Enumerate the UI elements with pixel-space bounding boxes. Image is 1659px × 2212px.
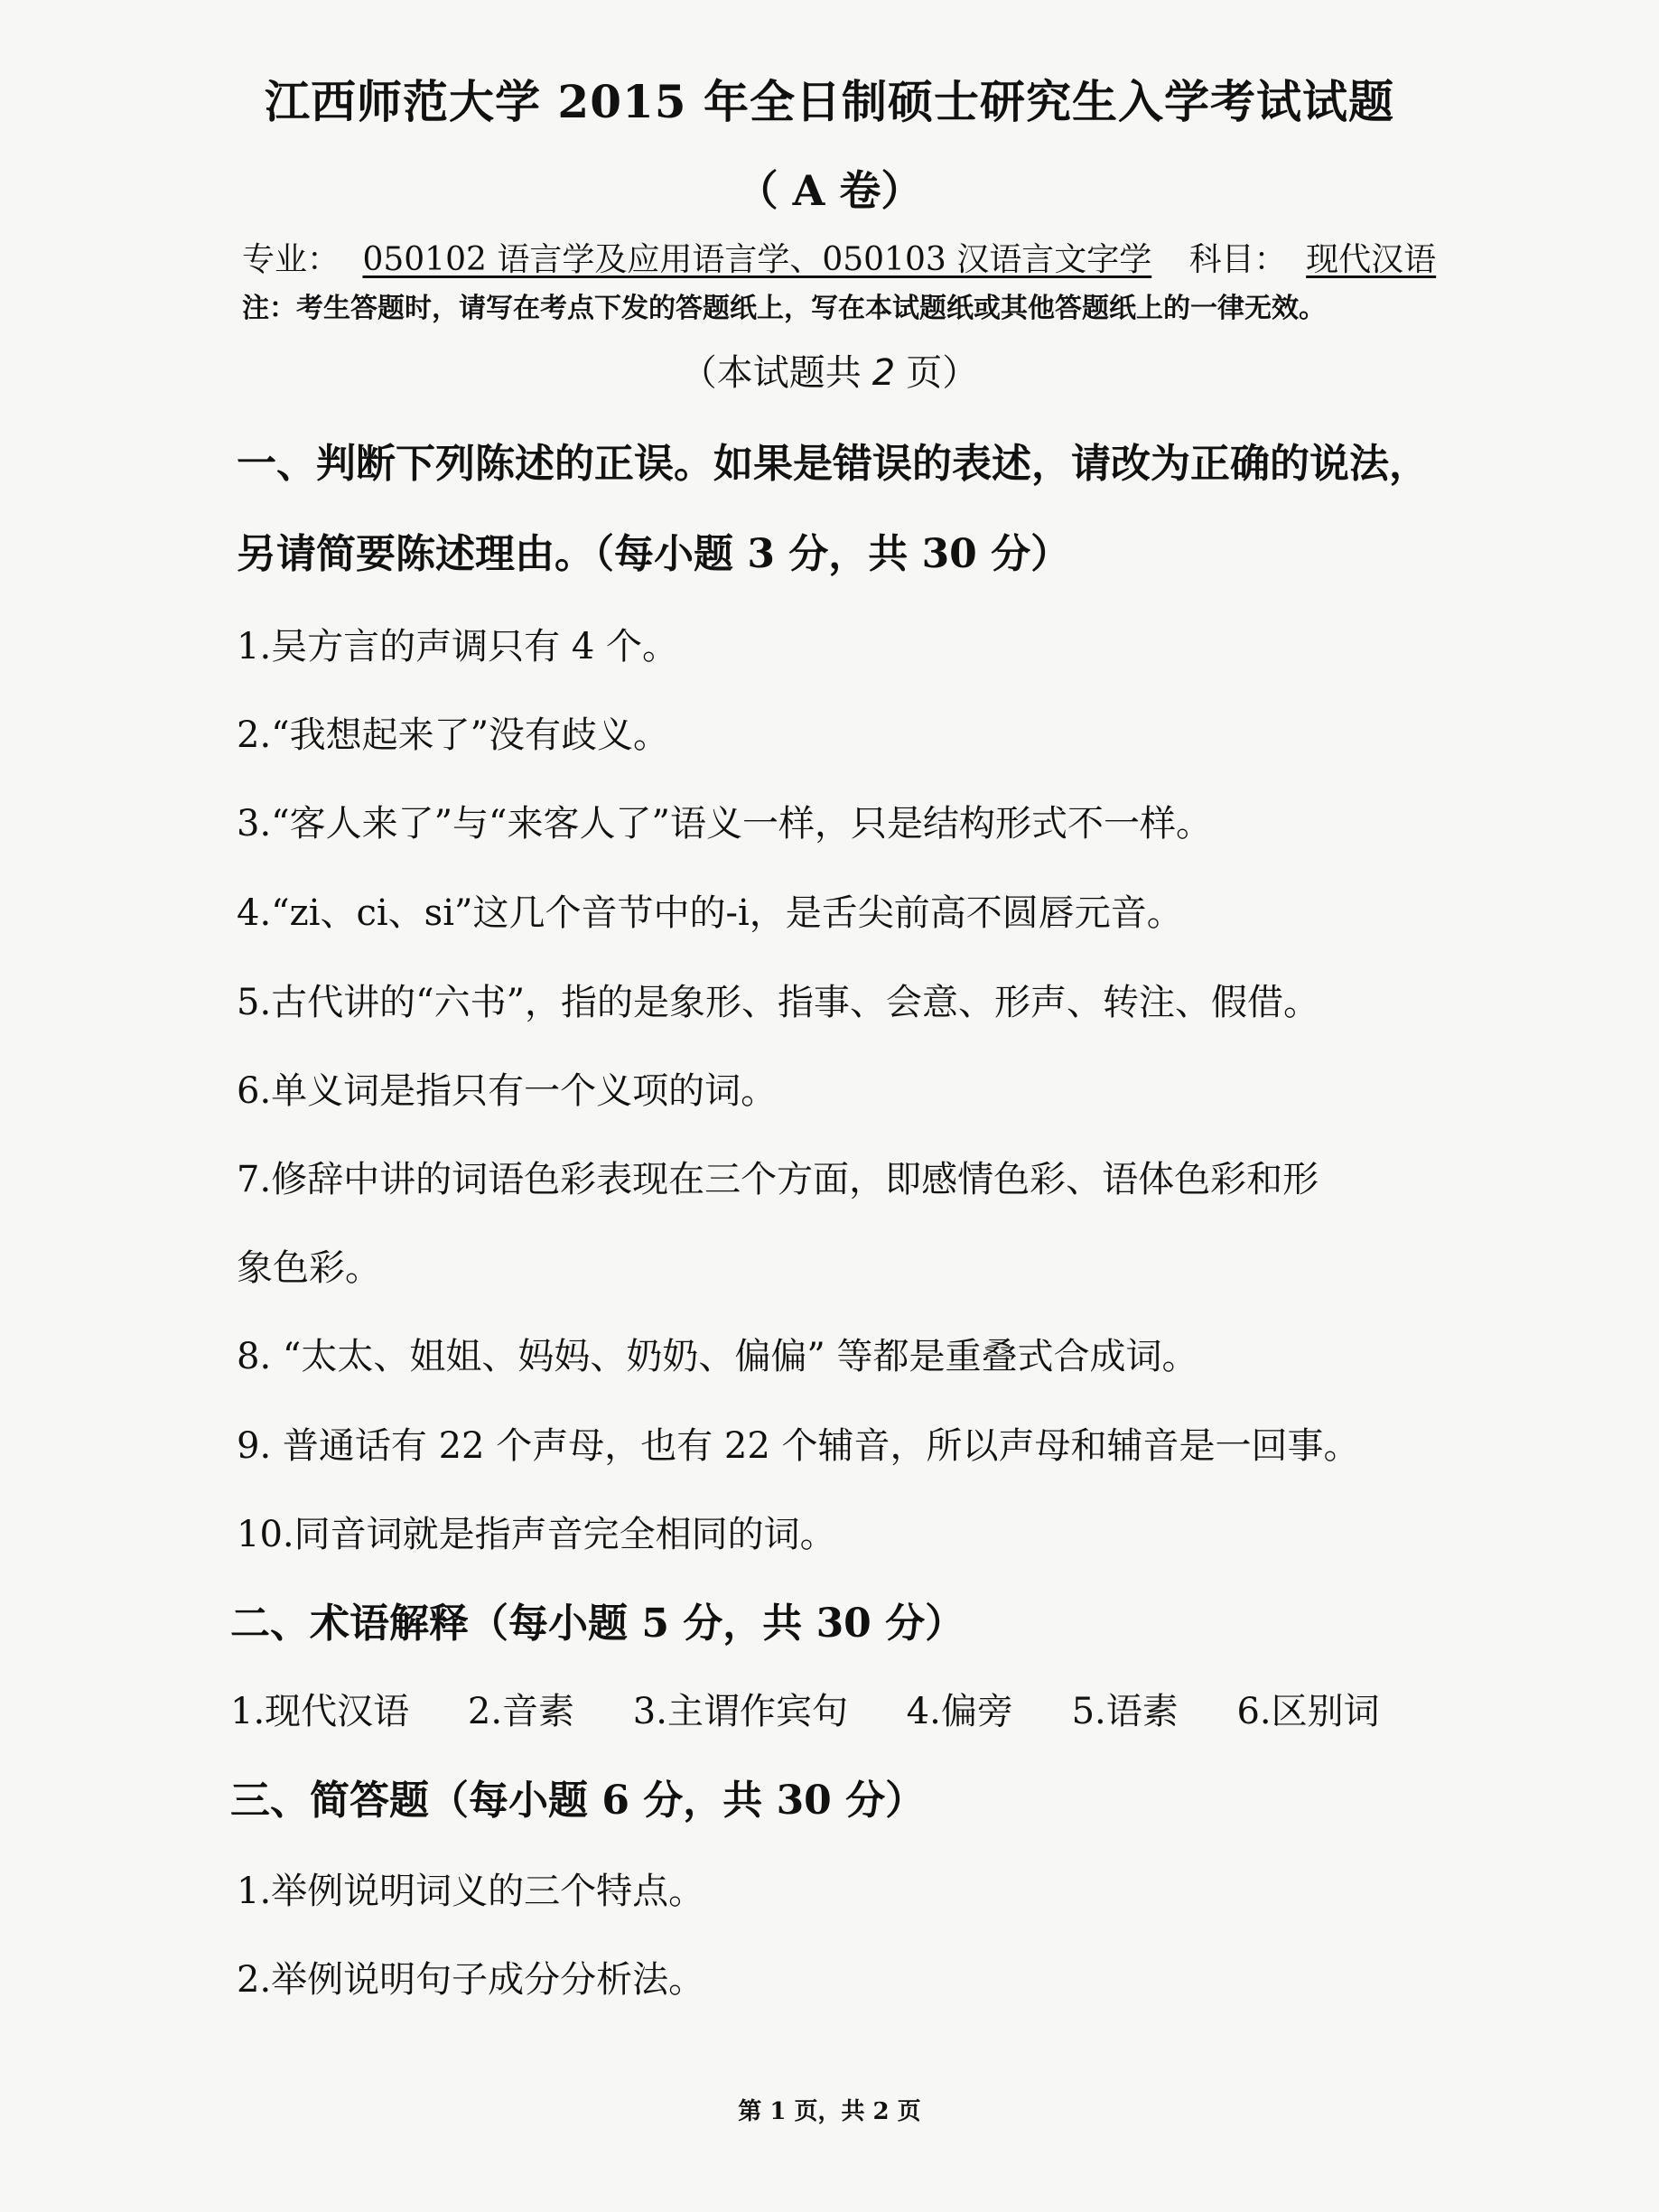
page-count-prefix: （本试题共	[680, 352, 862, 394]
question-item-continued: 象色彩。	[237, 1247, 381, 1289]
page-footer: 第 1 页，共 2 页	[738, 2098, 921, 2125]
page-count-suffix: 页）	[906, 352, 979, 394]
section2-heading: 二、术语解释（每小题 5 分，共 30 分）	[230, 1601, 965, 1647]
section1-heading-line1: 一、判断下列陈述的正误。如果是错误的表述，请改为正确的说法，	[237, 441, 1429, 487]
term-item: 6.区别词	[1236, 1691, 1380, 1732]
question-item: 2.举例说明句子成分分析法。	[237, 1959, 705, 2001]
exam-note: 注：考生答题时，请写在考点下发的答题纸上，写在本试题纸或其他答题纸上的一律无效。	[242, 293, 1326, 324]
page-count	[0, 352, 1659, 394]
major-subject-row	[242, 241, 1437, 278]
section1-heading-line2: 另请简要陈述理由。（每小题 3 分，共 30 分）	[237, 531, 1071, 577]
term-item: 2.音素	[467, 1691, 575, 1732]
term-item: 1.现代汉语	[230, 1691, 410, 1732]
question-item: 5.古代讲的“六书”，指的是象形、指事、会意、形声、转注、假借。	[237, 982, 1320, 1023]
question-item: 1.吴方言的声调只有 4 个。	[237, 626, 679, 667]
question-item: 7.修辞中讲的词语色彩表现在三个方面，即感情色彩、语体色彩和形	[237, 1159, 1319, 1200]
question-item: 4.“zi、ci、si”这几个音节中的-i，是舌尖前高不圆唇元音。	[237, 892, 1183, 934]
question-item: 9. 普通话有 22 个声母，也有 22 个辅音，所以声母和辅音是一回事。	[237, 1425, 1360, 1467]
subject-value: 现代汉语	[1306, 241, 1437, 278]
question-item: 6.单义词是指只有一个义项的词。	[237, 1070, 778, 1112]
question-item: 10.同音词就是指声音完全相同的词。	[237, 1514, 836, 1555]
term-item: 5.语素	[1071, 1691, 1179, 1732]
page-count-value: 2	[871, 352, 896, 394]
term-item: 4.偏旁	[906, 1691, 1013, 1732]
section3-heading: 三、简答题（每小题 6 分，共 30 分）	[230, 1778, 926, 1824]
exam-title: 江西师范大学 2015 年全日制硕士研究生入学考试试题	[265, 75, 1394, 128]
term-item: 3.主谓作宾句	[632, 1691, 848, 1732]
question-item: 2.“我想起来了”没有歧义。	[237, 714, 670, 756]
terms-row	[230, 1691, 1380, 1732]
question-item: 8. “太太、姐姐、妈妈、奶奶、偏偏” 等都是重叠式合成词。	[237, 1336, 1198, 1377]
question-item: 1.举例说明词义的三个特点。	[237, 1871, 705, 1912]
subject-label: 科目：	[1188, 241, 1287, 278]
paper-type: （ A 卷）	[736, 166, 923, 215]
major-label: 专业：	[242, 241, 340, 278]
question-item: 3.“客人来了”与“来客人了”语义一样，只是结构形式不一样。	[237, 803, 1212, 845]
major-value: 050102 语言学及应用语言学、050103 汉语言文字学	[362, 241, 1152, 278]
